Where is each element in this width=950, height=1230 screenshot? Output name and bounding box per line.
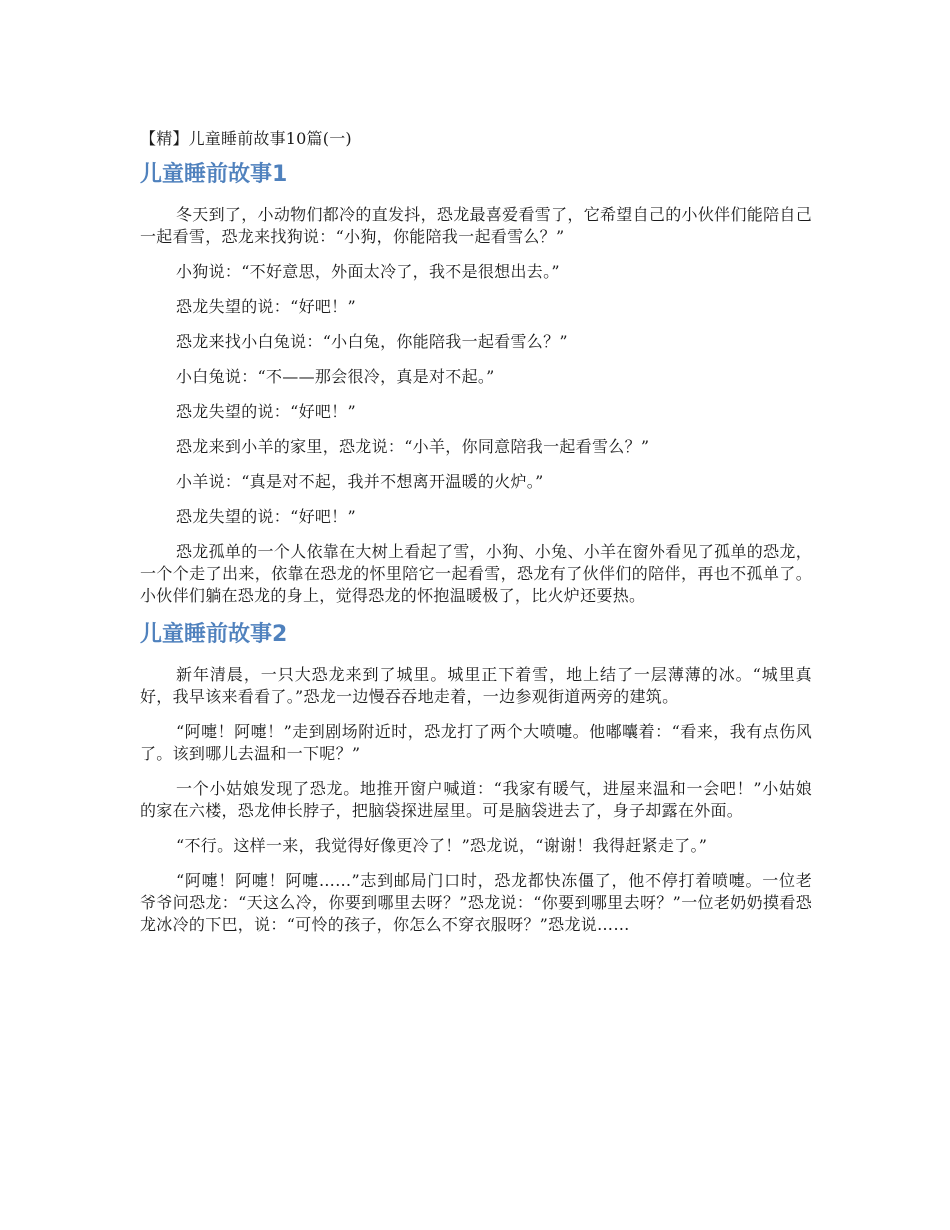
paragraph: 恐龙来到小羊的家里，恐龙说：“小羊，你同意陪我一起看雪么？” xyxy=(176,437,650,456)
paragraph: 冬天到了，小动物们都冷的直发抖，恐龙最喜爱看雪了，它希望自己的小伙伴们能陪自己一起看雪，恐龙来找狗说：“小狗，你能陪我一起看雪么？” xyxy=(140,205,812,246)
document-title: 【精】儿童睡前故事10篇(一) xyxy=(140,129,352,148)
story-heading: 儿童睡前故事2 xyxy=(140,622,288,647)
paragraph: 小白兔说：“不——那会很冷，真是对不起。” xyxy=(176,367,495,386)
story-heading: 儿童睡前故事1 xyxy=(140,162,288,187)
document-page xyxy=(140,126,812,949)
story-1 xyxy=(140,160,812,607)
paragraph: 小狗说：“不好意思，外面太冷了，我不是很想出去。” xyxy=(176,262,560,281)
paragraph: 恐龙失望的说：“好吧！” xyxy=(176,297,356,316)
paragraph: 小羊说：“真是对不起，我并不想离开温暖的火炉。” xyxy=(176,472,544,491)
paragraph: “阿嚏！阿嚏！阿嚏……”志到邮局门口时，恐龙都快冻僵了，他不停打着喷嚏。一位老爷爷问恐龙：“天这么冷，你要到哪里去呀？”恐龙说：“你要到哪里去呀？”一位老奶奶摸看恐龙冰冷的下巴，说：“可怜的孩子，你怎么不穿衣服呀？”恐龙说…… xyxy=(140,871,812,934)
paragraph: 恐龙来找小白兔说：“小白兔，你能陪我一起看雪么？” xyxy=(176,332,568,351)
paragraph: “不行。这样一来，我觉得好像更冷了！”恐龙说，“谢谢！我得赶紧走了。” xyxy=(176,836,708,855)
paragraph: 恐龙失望的说：“好吧！” xyxy=(176,507,356,526)
paragraph: 新年清晨，一只大恐龙来到了城里。城里正下着雪，地上结了一层薄薄的冰。“城里真好，我早该来看看了。”恐龙一边慢吞吞地走着，一边参观街道两旁的建筑。 xyxy=(140,665,812,706)
story-2 xyxy=(140,620,812,936)
paragraph: 一个小姑娘发现了恐龙。地推开窗户喊道：“我家有暖气，进屋来温和一会吧！”小姑娘的家在六楼，恐龙伸长脖子，把脑袋探进屋里。可是脑袋进去了，身子却露在外面。 xyxy=(140,779,812,820)
paragraph: 恐龙失望的说：“好吧！” xyxy=(176,402,356,421)
paragraph: “阿嚏！阿嚏！”走到剧场附近时，恐龙打了两个大喷嚏。他嘟囔着：“看来，我有点伤风了。该到哪儿去温和一下呢？” xyxy=(140,722,812,763)
paragraph: 恐龙孤单的一个人依靠在大树上看起了雪，小狗、小兔、小羊在窗外看见了孤单的恐龙，一个个走了出来，依靠在恐龙的怀里陪它一起看雪，恐龙有了伙伴们的陪伴，再也不孤单了。小伙伴们躺在恐龙的身上，觉得恐龙的怀抱温暖极了，比火炉还要热。 xyxy=(140,542,812,605)
